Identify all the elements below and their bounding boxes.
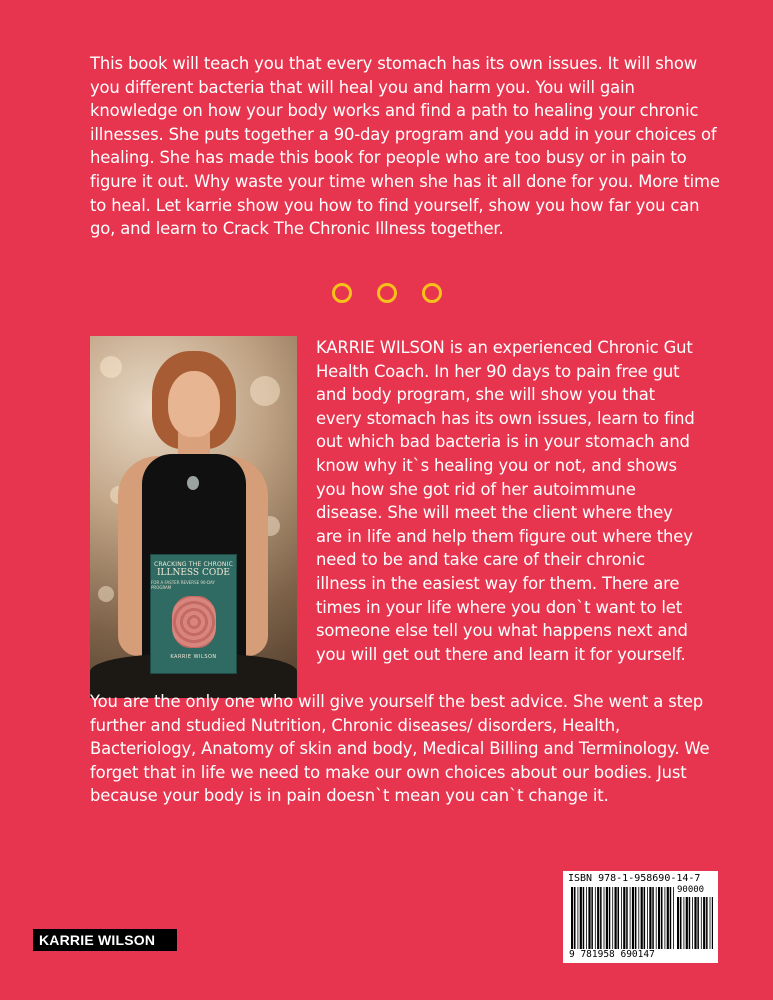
ring-icon xyxy=(422,283,442,303)
ornament-divider xyxy=(332,283,442,303)
held-book-title-line2: ILLNESS CODE xyxy=(156,568,231,578)
gut-illustration xyxy=(172,596,216,648)
barcode-bars xyxy=(571,887,675,949)
author-photo xyxy=(90,336,297,698)
ring-icon xyxy=(332,283,352,303)
addon-barcode-bars xyxy=(677,897,713,949)
isbn-barcode xyxy=(563,871,718,963)
author-bio-top: KARRIE WILSON is an experienced Chronic Gut Health Coach. In her 90 days to pain free gut and body program, she will show you that every stomach has its own issues, learn to find out which bad bacteria is in your stomach and know why it`s healing you or not, and shows you how she got rid of her autoimmune disease. She will meet the client where they are in life and help them figure out where they need to be and take care of their chronic illness in the easiest way for them. There are times in your life where you don`t want to let someone else tell you what happens next and you will get out there and learn it for yourself. xyxy=(316,338,695,664)
isbn-text: ISBN 978-1-958690-14-7 xyxy=(568,873,701,884)
held-book-title-line1: CRACKING THE CHRONIC xyxy=(154,561,233,568)
held-book-subtitle: FOR A FASTER REVERSE 90-DAY PROGRAM xyxy=(151,580,215,590)
price-addon-text: 90000 xyxy=(677,885,705,895)
author-name-label: KARRIE WILSON xyxy=(33,929,177,951)
barcode-number: 9 781958 690147 xyxy=(569,949,655,960)
author-bio-bottom: You are the only one who will give yourself the best advice. She went a step further and studied Nutrition, Chronic diseases/ disorders, Health, Bacteriology, Anatomy of skin and body, Medical Billing and Terminology. We forget that in life we need to make our own choices about our bodies. Just because your body is in pain doesn`t mean you can`t change it. xyxy=(90,692,710,806)
ring-icon xyxy=(377,283,397,303)
back-cover-blurb: This book will teach you that every stomach has its own issues. It will show you different bacteria that will heal you and harm you. You will gain knowledge on how your body works and find a path to healing your chronic illnesses. She puts together a 90-day program and you add in your choices of healing. She has made this book for people who are too busy or in pain to figure it out. Why waste your time when she has it all done for you. More time to heal. Let karrie show you how to find yourself, show you how far you can go, and learn to Crack The Chronic Illness together. xyxy=(90,54,720,239)
held-book-author: KARRIE WILSON xyxy=(170,654,217,660)
held-book-cover xyxy=(150,554,237,674)
